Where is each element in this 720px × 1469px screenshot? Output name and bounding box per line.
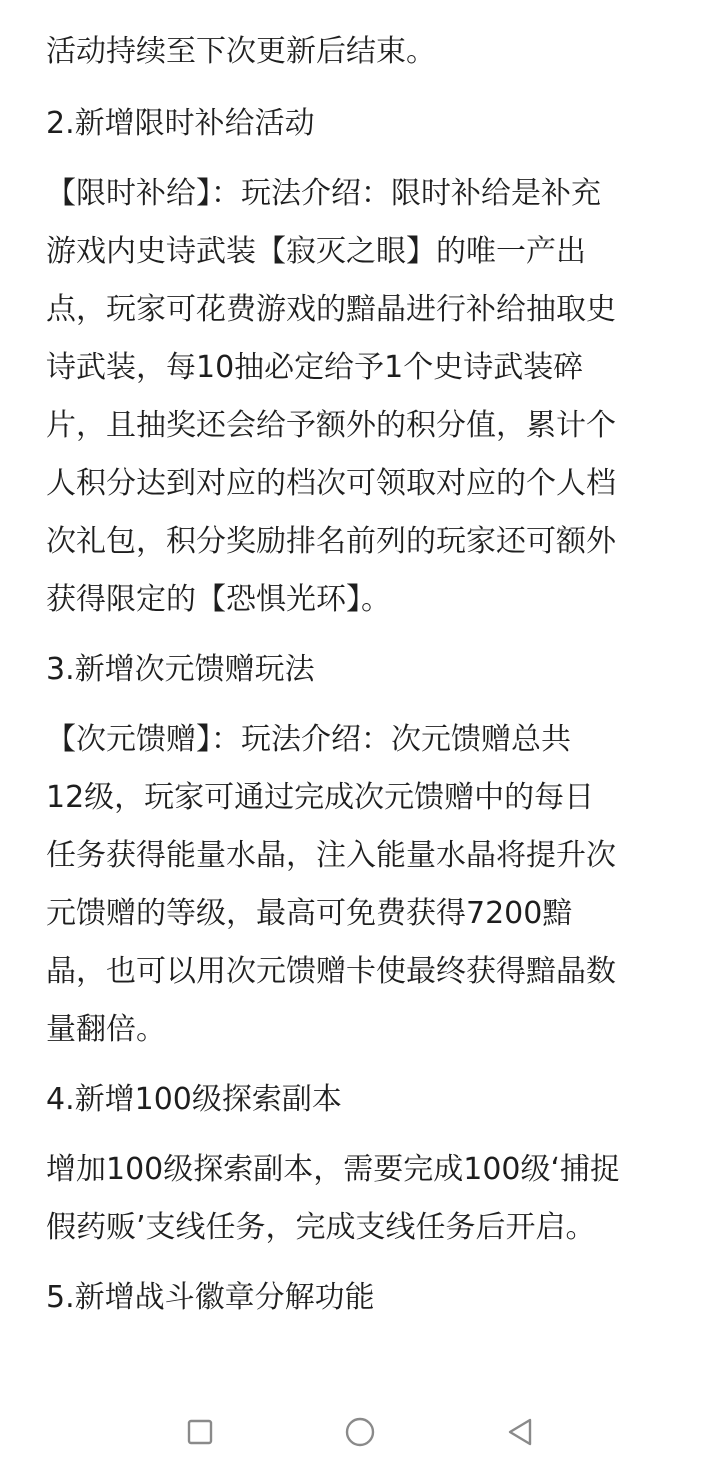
text-line: 假药贩’支线任务，完成支线任务后开启。	[46, 1210, 596, 1245]
triangle-back-icon	[506, 1417, 534, 1447]
text-line: 游戏内史诗武装【寂灭之眼】的唯一产出	[46, 234, 586, 269]
section-heading: 4.新增100级探索副本	[46, 1082, 342, 1117]
text-line: 【次元馈赠】：玩法介绍：次元馈赠总共	[46, 722, 571, 757]
text-line: 12级，玩家可通过完成次元馈赠中的每日	[46, 780, 595, 815]
text-line: 获得限定的【恐惧光环】。	[46, 582, 391, 617]
back-button[interactable]	[495, 1407, 545, 1457]
text-line: 增加100级探索副本，需要完成100级‘捕捉	[46, 1152, 621, 1187]
system-navigation-bar	[0, 1395, 720, 1469]
section-heading: 2.新增限时补给活动	[46, 106, 315, 141]
section-heading: 5.新增战斗徽章分解功能	[46, 1280, 375, 1315]
circle-home-icon	[344, 1416, 376, 1448]
text-line: 任务获得能量水晶，注入能量水晶将提升次	[46, 838, 616, 873]
home-button[interactable]	[335, 1407, 385, 1457]
text-line: 元馈赠的等级，最高可免费获得7200黯	[46, 896, 573, 931]
text-line: 诗武装，每10抽必定给予1个史诗武装碎	[46, 350, 584, 385]
text-line: 【限时补给】：玩法介绍：限时补给是补充	[46, 176, 601, 211]
text-line: 片，且抽奖还会给予额外的积分值，累计个	[46, 408, 616, 443]
text-line: 次礼包，积分奖励排名前列的玩家还可额外	[46, 524, 616, 559]
text-line: 点，玩家可花费游戏的黯晶进行补给抽取史	[46, 292, 616, 327]
text-line: 晶，也可以用次元馈赠卡使最终获得黯晶数	[46, 954, 616, 989]
text-line: 活动持续至下次更新后结束。	[46, 34, 436, 69]
section-heading: 3.新增次元馈赠玩法	[46, 652, 315, 687]
text-line: 量翻倍。	[46, 1012, 166, 1047]
square-recents-icon	[186, 1418, 214, 1446]
text-line: 人积分达到对应的档次可领取对应的个人档	[46, 466, 616, 501]
recents-button[interactable]	[175, 1407, 225, 1457]
